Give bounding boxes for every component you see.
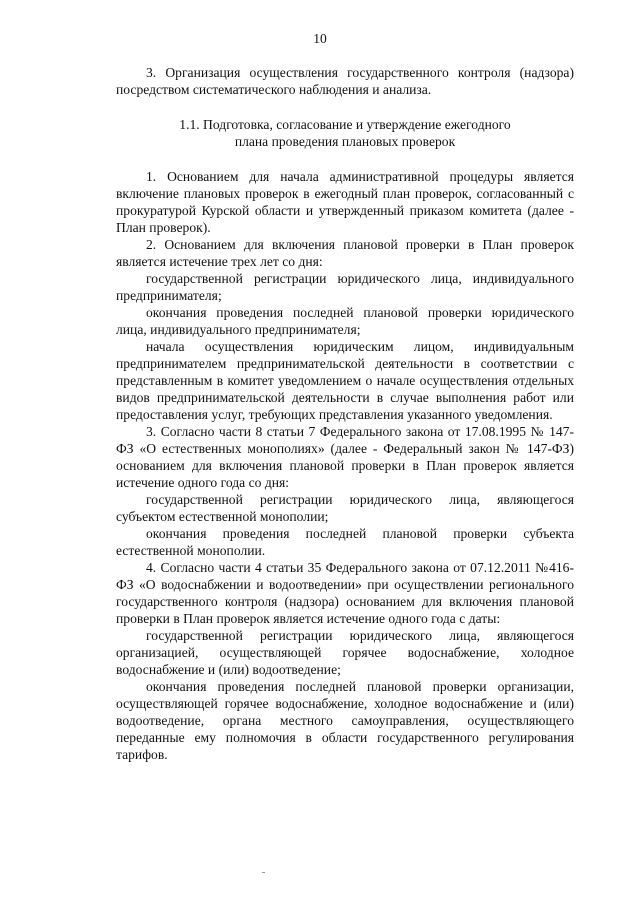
paragraph-basis-inclusion: 2. Основанием для включения плановой проверки в План проверок является истечение трех лет со дня: — [116, 237, 574, 269]
paragraph-basis-start: 1. Основанием для начала административной процедуры является включение плановых проверок в ежегодный план проверок, согласованный с прокуратурой Курской области и утвержденный приказом комитета (далее - План проверок). — [116, 169, 574, 235]
subsection-heading-line1: 1.1. Подготовка, согласование и утверждение ежегодного — [179, 117, 511, 132]
page-number: 10 — [313, 31, 327, 46]
paragraph-state-registration: государственной регистрации юридического лица, индивидуального предпринимателя; — [116, 271, 574, 303]
paragraph-water-last-inspection: окончания проведения последней плановой проверки организации, осуществляющей горячее водоснабжение, холодное водоснабжение и (или) водоотведение, органа местного самоуправления, осуществляющего переданные ему полномочия в области государственного регулирования тарифов. — [116, 679, 574, 762]
paragraph-start-activity: начала осуществления юридическим лицом, индивидуальным предпринимателем предпринимательской деятельности в соответствии с представленным в комитет уведомлением о начале осуществления отдельных видов предпринимательской деятельности в случае выполнения работ или предоставления услуг, требующих представления указанного уведомления. — [116, 339, 574, 422]
paragraph-monopoly-registration: государственной регистрации юридического лица, являющегося субъектом естественной монополии; — [116, 492, 574, 524]
paragraph-monopoly-last-inspection: окончания проведения последней плановой проверки субъекта естественной монополии. — [116, 526, 574, 558]
paragraph-water-supply: 4. Согласно части 4 статьи 35 Федерального закона от 07.12.2011 №416-ФЗ «О водоснабжении и водоотведении» при осуществлении регионального государственного контроля (надзора) основанием для включения плановой проверки в План проверок является истечение одного года с даты: — [116, 560, 574, 626]
paragraph-natural-monopolies: 3. Согласно части 8 статьи 7 Федерального закона от 17.08.1995 № 147-ФЗ «О естественных монополиях» (далее - Федеральный закон № 147-ФЗ) основанием для включения плановой проверки в План проверок является истечение одного года со дня: — [116, 424, 574, 490]
subsection-heading-line2: плана проведения плановых проверок — [234, 134, 456, 149]
scan-artifact — [262, 872, 265, 873]
document-body — [116, 64, 574, 763]
paragraph-last-inspection: окончания проведения последней плановой проверки юридического лица, индивидуального предпринимателя; — [116, 305, 574, 337]
section-heading: 3. Организация осуществления государственного контроля (надзора) посредством систематического наблюдения и анализа. — [116, 65, 574, 97]
subsection-heading — [116, 116, 574, 150]
paragraph-water-registration: государственной регистрации юридического лица, являющегося организацией, осуществляющей горячее водоснабжение, холодное водоснабжение и (или) водоотведение; — [116, 628, 574, 677]
